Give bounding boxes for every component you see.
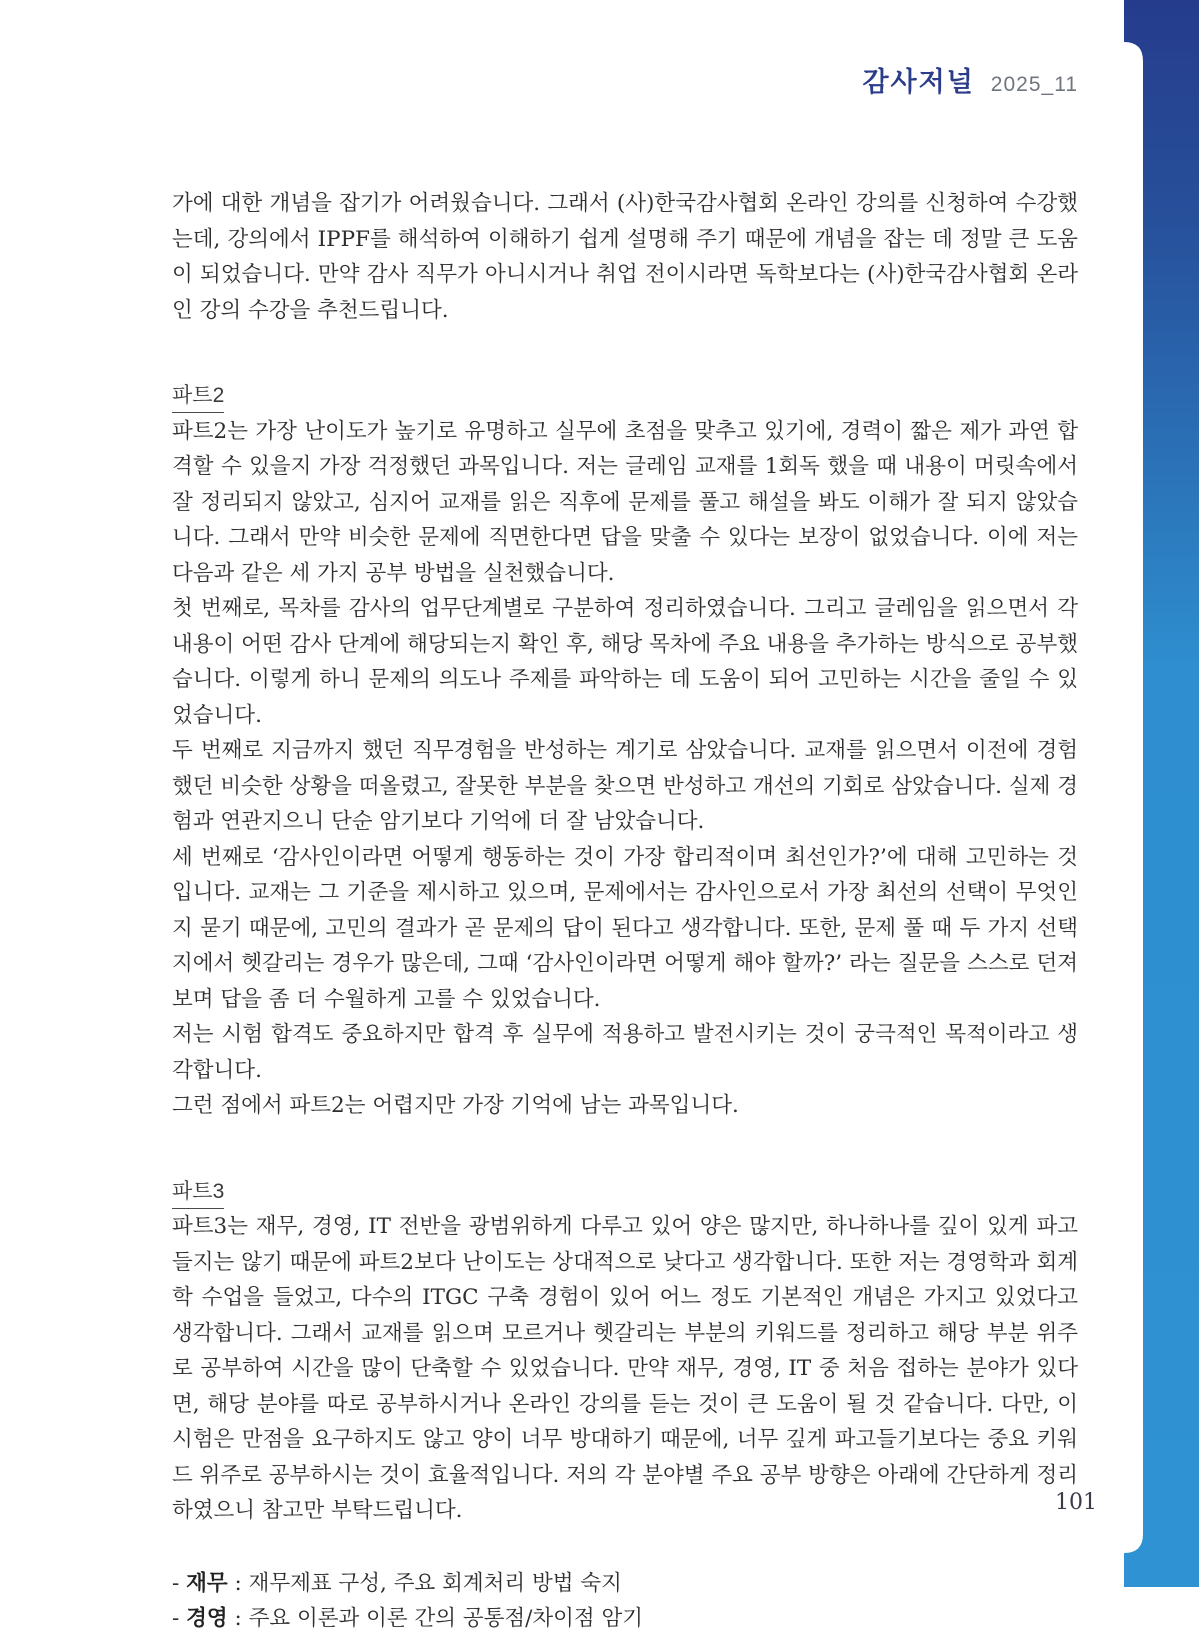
part2-paragraph: 그런 점에서 파트2는 어렵지만 가장 기억에 남는 과목입니다. xyxy=(172,1093,739,1118)
part2-paragraph: 파트2는 가장 난이도가 높기로 유명하고 실무에 초점을 맞추고 있기에, 경력이 짧은 제가 과연 합격할 수 있을지 가장 걱정했던 과목입니다. 저는 글레임 교재를 1회독 했을 때 내용이 머릿속에서 잘 정리되지 않았고, 심지어 교재를 읽은 직후에 문제를 풀고 해설을 봐도 이해가 잘 되지 않았습니다. 그래서 만약 비슷한 문제에 직면한다면 답을 맞출 수 있다는 보장이 없었습니다. 이에 저는 다음과 같은 세 가지 공부 방법을 실천했습니다. xyxy=(172,418,1078,586)
list-item-label: 경영 xyxy=(186,1606,228,1631)
side-band-decoration xyxy=(1124,0,1199,1587)
issue-number: 2025_11 xyxy=(990,73,1078,96)
part2-paragraph: 첫 번째로, 목차를 감사의 업무단계별로 구분하여 정리하였습니다. 그리고 글레임을 읽으면서 각 내용이 어떤 감사 단계에 해당되는지 확인 후, 해당 목차에 주요 내용을 추가하는 방식으로 공부했습니다. 이렇게 하니 문제의 의도나 주제를 파악하는 데 도움이 되어 고민하는 시간을 줄일 수 있었습니다. xyxy=(172,596,1078,728)
list-item xyxy=(172,1566,1078,1602)
list-item-label: 재무 xyxy=(186,1570,228,1596)
section-heading-part2 xyxy=(172,378,1078,414)
list-item xyxy=(172,1601,1078,1637)
section-heading-part3-label: 파트3 xyxy=(172,1180,224,1209)
list-item-separator: : xyxy=(227,1606,249,1631)
intro-paragraph: 가에 대한 개념을 잡기가 어려웠습니다. 그래서 (사)한국감사협회 온라인 강의를 신청하여 수강했는데, 강의에서 IPPF를 해석하여 이해하기 쉽게 설명해 주기 때문에 개념을 잡는 데 정말 큰 도움이 되었습니다. 만약 감사 직무가 아니시거나 취업 전이시라면 독학보다는 (사)한국감사협회 온라인 강의 수강을 추천드립니다. xyxy=(172,191,1078,323)
part2-paragraph: 저는 시험 합격도 중요하지만 합격 후 실무에 적용하고 발전시키는 것이 궁극적인 목적이라고 생각합니다. xyxy=(172,1022,1078,1083)
section-heading-part2-label: 파트2 xyxy=(172,384,224,413)
part3-paragraph: 파트3는 재무, 경영, IT 전반을 광범위하게 다루고 있어 양은 많지만, 하나하나를 깊이 있게 파고들지는 않기 때문에 파트2보다 난이도는 상대적으로 낮다고 생각합니다. 또한 저는 경영학과 회계학 수업을 들었고, 다수의 ITGC 구축 경험이 있어 어느 정도 기본적인 개념은 가지고 있었다고 생각합니다. 그래서 교재를 읽으며 모르거나 헷갈리는 부분의 키워드를 정리하고 해당 부분 위주로 공부하여 시간을 많이 단축할 수 있었습니다. 만약 재무, 경영, IT 중 처음 접하는 분야가 있다면, 해당 분야를 따로 공부하시거나 온라인 강의를 듣는 것이 큰 도움이 될 것 같습니다. 다만, 이 시험은 만점을 요구하지도 않고 양이 너무 방대하기 때문에, 너무 깊게 파고들기보다는 중요 키워드 위주로 공부하시는 것이 효율적입니다. 저의 각 분야별 주요 공부 방향은 아래에 간단하게 정리하였으니 참고만 부탁드립니다. xyxy=(172,1214,1078,1523)
list-item-text: 재무제표 구성, 주요 회계처리 방법 숙지 xyxy=(248,1570,622,1596)
article-body xyxy=(172,186,1078,1637)
list-item-text: 주요 이론과 이론 간의 공통점/차이점 암기 xyxy=(248,1606,644,1631)
list-item-separator: : xyxy=(227,1570,249,1596)
list-item-dash: - xyxy=(172,1606,187,1631)
list-item-dash: - xyxy=(172,1570,187,1596)
part2-paragraph: 세 번째로 ‘감사인이라면 어떻게 행동하는 것이 가장 합리적이며 최선인가?’에 대해 고민하는 것입니다. 교재는 그 기준을 제시하고 있으며, 문제에서는 감사인으로서 가장 최선의 선택이 무엇인지 묻기 때문에, 고민의 결과가 곧 문제의 답이 된다고 생각합니다. 또한, 문제 풀 때 두 가지 선택지에서 헷갈리는 경우가 많은데, 그때 ‘감사인이라면 어떻게 해야 할까?’ 라는 질문을 스스로 던져보며 답을 좀 더 수월하게 고를 수 있었습니다. xyxy=(172,844,1078,1012)
study-direction-list xyxy=(172,1566,1078,1637)
part2-paragraph: 두 번째로 지금까지 했던 직무경험을 반성하는 계기로 삼았습니다. 교재를 읽으면서 이전에 경험했던 비슷한 상황을 떠올렸고, 잘못한 부분을 찾으면 반성하고 개선의 기회로 삼았습니다. 실제 경험과 연관지으니 단순 암기보다 기억에 더 잘 남았습니다. xyxy=(172,738,1078,834)
page-number: 101 xyxy=(1055,1490,1097,1515)
journal-logo: 감사저널 xyxy=(862,67,975,97)
section-heading-part3 xyxy=(172,1174,1078,1210)
running-head xyxy=(862,60,1078,99)
